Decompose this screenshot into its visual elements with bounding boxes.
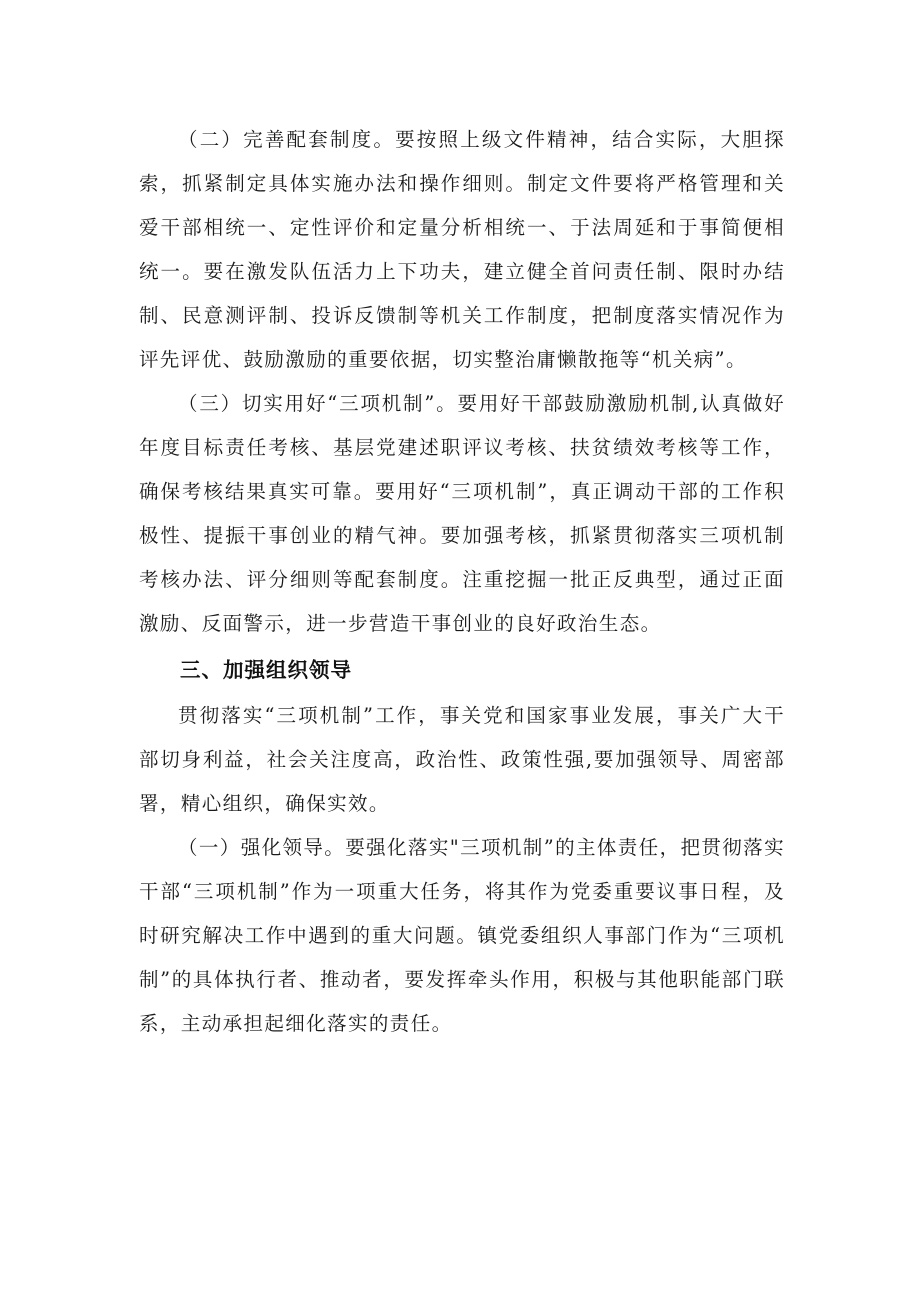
paragraph-strengthen-leadership: （一）强化领导。要强化落实"三项机制”的主体责任，把贯彻落实干部“三项机制”作为一项重大任务，将其作为党委重要议事日程，及时研究解决工作中遇到的重大问题。镇党委组织人事部门作为“三项机制”的具体执行者、推动者，要发挥牵头作用，积极与其他职能部门联系，主动承担起细化落实的责任。 <box>139 836 785 1035</box>
paragraph-section-intro: 贯彻落实“三项机制”工作，事关党和国家事业发展，事关广大干部切身利益，社会关注度高，政治性、政策性强,要加强领导、周密部署，精心组织，确保实效。 <box>139 704 785 815</box>
section-heading-organization-leadership: 三、加强组织领导 <box>180 658 352 682</box>
paragraph-use-three-mechanisms: （三）切实用好“三项机制”。要用好干部鼓励激励机制,认真做好年度目标责任考核、基层党建述职评议考核、扶贫绩效考核等工作，确保考核结果真实可靠。要用好“三项机制”，真正调动干部的工作积极性、提振干事创业的精气神。要加强考核，抓紧贯彻落实三项机制考核办法、评分细则等配套制度。注重挖掘一批正反典型，通过正面激励、反面警示，进一步营造干事创业的良好政治生态。 <box>139 392 785 635</box>
document-body <box>139 118 785 1046</box>
paragraph-improve-supporting-systems: （二）完善配套制度。要按照上级文件精神，结合实际，大胆探索，抓紧制定具体实施办法和操作细则。制定文件要将严格管理和关爱干部相统一、定性评价和定量分析相统一、于法周延和于事简便相统一。要在激发队伍活力上下功夫，建立健全首问责任制、限时办结制、民意测评制、投诉反馈制等机关工作制度，把制度落实情况作为评先评优、鼓励激励的重要依据，切实整治庸懒散拖等“机关病”。 <box>139 128 785 371</box>
